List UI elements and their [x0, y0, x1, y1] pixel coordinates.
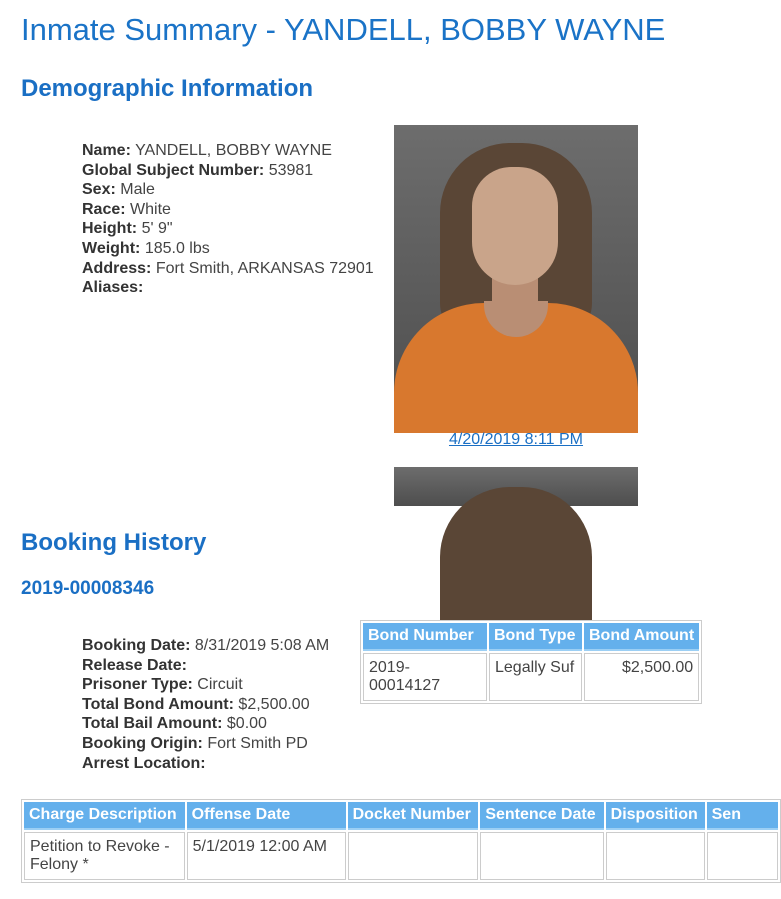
charge-table — [21, 799, 781, 883]
field-release-date: Release Date: — [82, 656, 187, 674]
charge-description-header: Charge Description — [24, 802, 185, 830]
disposition-cell — [606, 832, 705, 880]
disposition-header: Disposition — [606, 802, 705, 830]
photo-date-link[interactable]: 4/20/2019 8:11 PM — [448, 431, 584, 448]
field-name: Name: YANDELL, BOBBY WAYNE — [82, 142, 332, 159]
field-sex: Sex: Male — [82, 181, 155, 199]
docket-number-header: Docket Number — [348, 802, 479, 830]
field-global-subject-number: Global Subject Number: 53981 — [82, 161, 314, 179]
bond-number-cell: 2019-00014127 — [363, 653, 487, 701]
field-aliases: Aliases: — [82, 279, 144, 297]
page-title: Inmate Summary - YANDELL, BOBBY WAYNE — [21, 12, 666, 47]
sentence-date-header: Sentence Date — [480, 802, 603, 830]
sentence-header: Sen — [707, 802, 778, 830]
field-height: Height: 5' 9" — [82, 220, 173, 238]
charge-table-wrapper[interactable] — [21, 799, 741, 889]
bond-number-header: Bond Number — [363, 623, 487, 651]
booking-number: 2019-00008346 — [21, 578, 155, 599]
bond-amount-header: Bond Amount — [584, 623, 699, 651]
inmate-photo-secondary[interactable] — [394, 467, 638, 506]
field-address: Address: Fort Smith, ARKANSAS 72901 — [82, 259, 374, 277]
bond-type-header: Bond Type — [489, 623, 582, 651]
offense-date-cell: 5/1/2019 12:00 AM — [187, 832, 346, 880]
field-weight: Weight: 185.0 lbs — [82, 239, 210, 257]
field-arrest-location: Arrest Location: — [82, 754, 206, 772]
sentence-date-cell — [480, 832, 603, 880]
demographic-fields — [82, 141, 374, 298]
field-total-bond-amount: Total Bond Amount: $2,500.00 — [82, 695, 310, 713]
field-total-bail-amount: Total Bail Amount: $0.00 — [82, 715, 267, 733]
field-booking-origin: Booking Origin: Fort Smith PD — [82, 734, 308, 752]
docket-number-cell — [348, 832, 479, 880]
charge-description-cell: Petition to Revoke - Felony * — [24, 832, 185, 880]
booking-fields — [82, 636, 329, 773]
bond-amount-cell: $2,500.00 — [584, 653, 699, 701]
inmate-photo[interactable] — [394, 125, 638, 430]
table-row — [24, 832, 778, 880]
booking-history-heading: Booking History — [21, 529, 207, 556]
field-prisoner-type: Prisoner Type: Circuit — [82, 676, 243, 694]
offense-date-header: Offense Date — [187, 802, 346, 830]
demographic-heading: Demographic Information — [21, 75, 314, 102]
field-race: Race: White — [82, 200, 171, 218]
bond-type-cell: Legally Suf — [489, 653, 582, 701]
bond-table — [360, 620, 702, 704]
field-booking-date: Booking Date: 8/31/2019 5:08 AM — [82, 637, 330, 654]
sentence-cell — [707, 832, 778, 880]
table-row — [363, 653, 699, 701]
